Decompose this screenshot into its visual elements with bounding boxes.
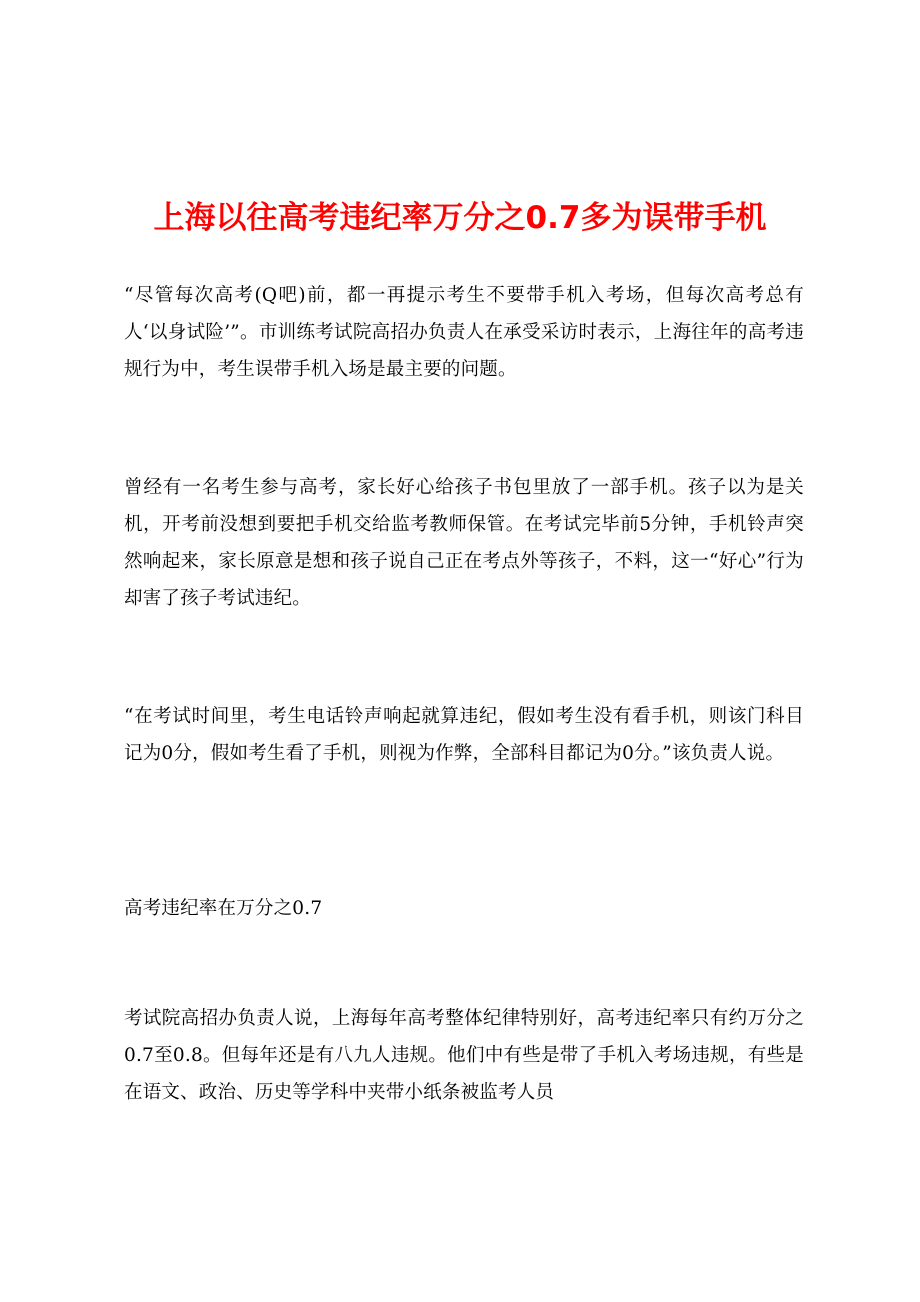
paragraph-example: 曾经有一名考生参与高考，家长好心给孩子书包里放了一部手机。孩子以为是关机，开考前没想到要把手机交给监考教师保管。在考试完毕前5分钟，手机铃声突然响起来，家长原意是想和孩子说自己正在考点外等孩子，不料，这一“好心”行为却害了孩子考试违纪。: [124, 477, 804, 609]
paragraph-statistics: 考试院高招办负责人说，上海每年高考整体纪律特别好，高考违纪率只有约万分之0.7至0.8。但每年还是有八九人违规。他们中有些是带了手机入考场违规，有些是在语文、政治、历史等学科中夹带小纸条被监考人员: [124, 1008, 804, 1103]
paragraph-rule-quote: “在考试时间里，考生电话铃声响起就算违纪，假如考生没有看手机，则该门科目记为0分，假如考生看了手机，则视为作弊，全部科目都记为0分。”该负责人说。: [124, 706, 804, 764]
document-title: 上海以往高考违纪率万分之0.7多为误带手机: [153, 200, 767, 236]
paragraph-intro: “尽管每次高考(Q吧)前，都一再提示考生不要带手机入考场，但每次高考总有人‘以身试险’”。市训练考试院高招办负责人在承受采访时表示，上海往年的高考违规行为中，考生误带手机入场是最主要的问题。: [124, 285, 804, 380]
section-heading: 高考违纪率在万分之0.7: [124, 898, 323, 919]
